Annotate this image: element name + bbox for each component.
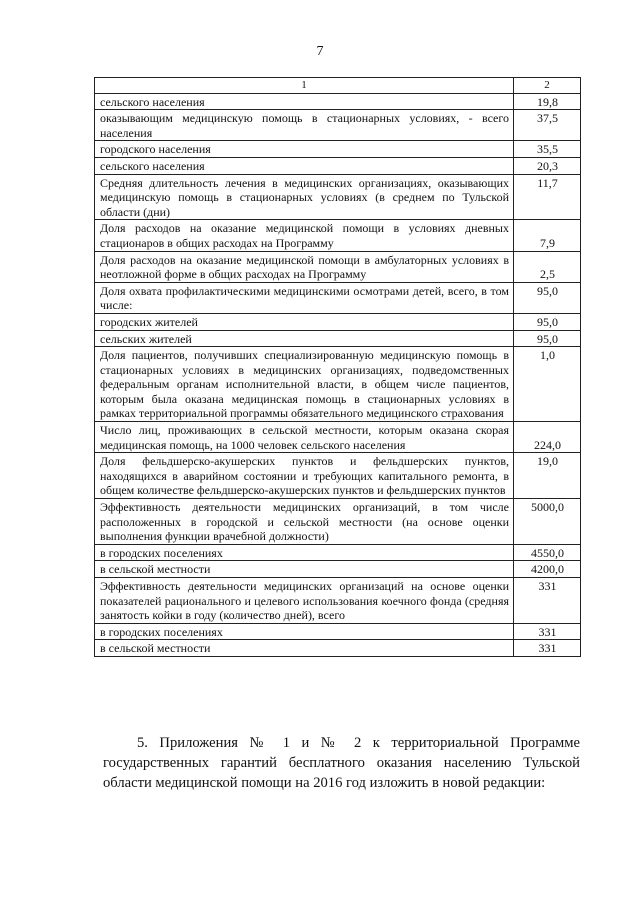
header-col-1: 1 (95, 78, 514, 94)
table-row (95, 623, 581, 640)
indicator-value: 331 (514, 578, 581, 624)
table-row (95, 174, 581, 220)
indicators-table (94, 77, 581, 657)
indicator-value: 4200,0 (514, 561, 581, 578)
indicator-value: 5000,0 (514, 499, 581, 545)
indicator-value: 4550,0 (514, 544, 581, 561)
indicator-value: 331 (514, 640, 581, 657)
table-row (95, 561, 581, 578)
table-row (95, 640, 581, 657)
table-row (95, 157, 581, 174)
indicator-label: сельских жителей (95, 330, 514, 347)
indicator-value: 95,0 (514, 330, 581, 347)
indicator-label: Эффективность деятельности медицинских организаций на основе оценки показателей рационального и целевого использования коечного фонда (средняя занятость койки в году (количество дней), всего (95, 578, 514, 624)
indicator-label: городских жителей (95, 313, 514, 330)
indicator-value: 2,5 (514, 251, 581, 282)
table-row (95, 220, 581, 251)
indicator-label: Доля расходов на оказание медицинской помощи в условиях дневных стационаров в общих расходах на Программу (95, 220, 514, 251)
indicator-label: сельского населения (95, 157, 514, 174)
page-number: 7 (316, 44, 324, 59)
table-row (95, 110, 581, 141)
indicator-label: в городских поселениях (95, 544, 514, 561)
indicator-value: 11,7 (514, 174, 581, 220)
indicator-value: 20,3 (514, 157, 581, 174)
table-row (95, 453, 581, 499)
amendment-paragraph: 5. Приложения № 1 и № 2 к территориальной Программе государственных гарантий бесплатного оказания населению Тульской области медицинской помощи на 2016 год изложить в новой редакции: (103, 735, 580, 791)
indicator-value: 19,8 (514, 93, 581, 110)
indicator-label: Доля расходов на оказание медицинской помощи в амбулаторных условиях в неотложной форме в общих расходах на Программу (95, 251, 514, 282)
indicator-label: Доля пациентов, получивших специализированную медицинскую помощь в стационарных условиях в медицинских организациях, подведомственных федеральным органам исполнительной власти, в общем числе пациентов, которым была оказана медицинская помощь в стационарных условиях в рамках территориальной программы обязательного медицинского страхования (95, 347, 514, 422)
table-row (95, 422, 581, 453)
indicator-value: 331 (514, 623, 581, 640)
header-col-2: 2 (514, 78, 581, 94)
indicator-value: 224,0 (514, 422, 581, 453)
indicator-value: 19,0 (514, 453, 581, 499)
indicator-label: городского населения (95, 141, 514, 158)
table-row (95, 544, 581, 561)
indicator-label: Доля охвата профилактическими медицинскими осмотрами детей, всего, в том числе: (95, 282, 514, 313)
table-row (95, 313, 581, 330)
indicator-value: 37,5 (514, 110, 581, 141)
table-row (95, 251, 581, 282)
table-row (95, 578, 581, 624)
table-row (95, 347, 581, 422)
indicator-label: Число лиц, проживающих в сельской местности, которым оказана скорая медицинская помощь, на 1000 человек сельского населения (95, 422, 514, 453)
indicator-label: Доля фельдшерско-акушерских пунктов и фельдшерских пунктов, находящихся в аварийном состоянии и требующих капитального ремонта, в общем количестве фельдшерско-акушерских пунктов и фельдшерских пунктов (95, 453, 514, 499)
table-row (95, 282, 581, 313)
table-header-row (95, 78, 581, 94)
indicator-value: 95,0 (514, 313, 581, 330)
indicator-label: Средняя длительность лечения в медицинских организациях, оказывающих медицинскую помощь в стационарных условиях (в среднем по Тульской области (дни) (95, 174, 514, 220)
indicator-value: 7,9 (514, 220, 581, 251)
indicator-label: сельского населения (95, 93, 514, 110)
indicator-value: 35,5 (514, 141, 581, 158)
table-row (95, 93, 581, 110)
table-row (95, 330, 581, 347)
indicator-label: Эффективность деятельности медицинских организаций, в том числе расположенных в городской и сельской местности (на основе оценки выполнения функции врачебной должности) (95, 499, 514, 545)
table-row (95, 499, 581, 545)
indicator-value: 1,0 (514, 347, 581, 422)
indicator-label: в городских поселениях (95, 623, 514, 640)
indicator-value: 95,0 (514, 282, 581, 313)
indicator-label: в сельской местности (95, 640, 514, 657)
table-row (95, 141, 581, 158)
indicator-label: в сельской местности (95, 561, 514, 578)
indicator-label: оказывающим медицинскую помощь в стационарных условиях, - всего населения (95, 110, 514, 141)
